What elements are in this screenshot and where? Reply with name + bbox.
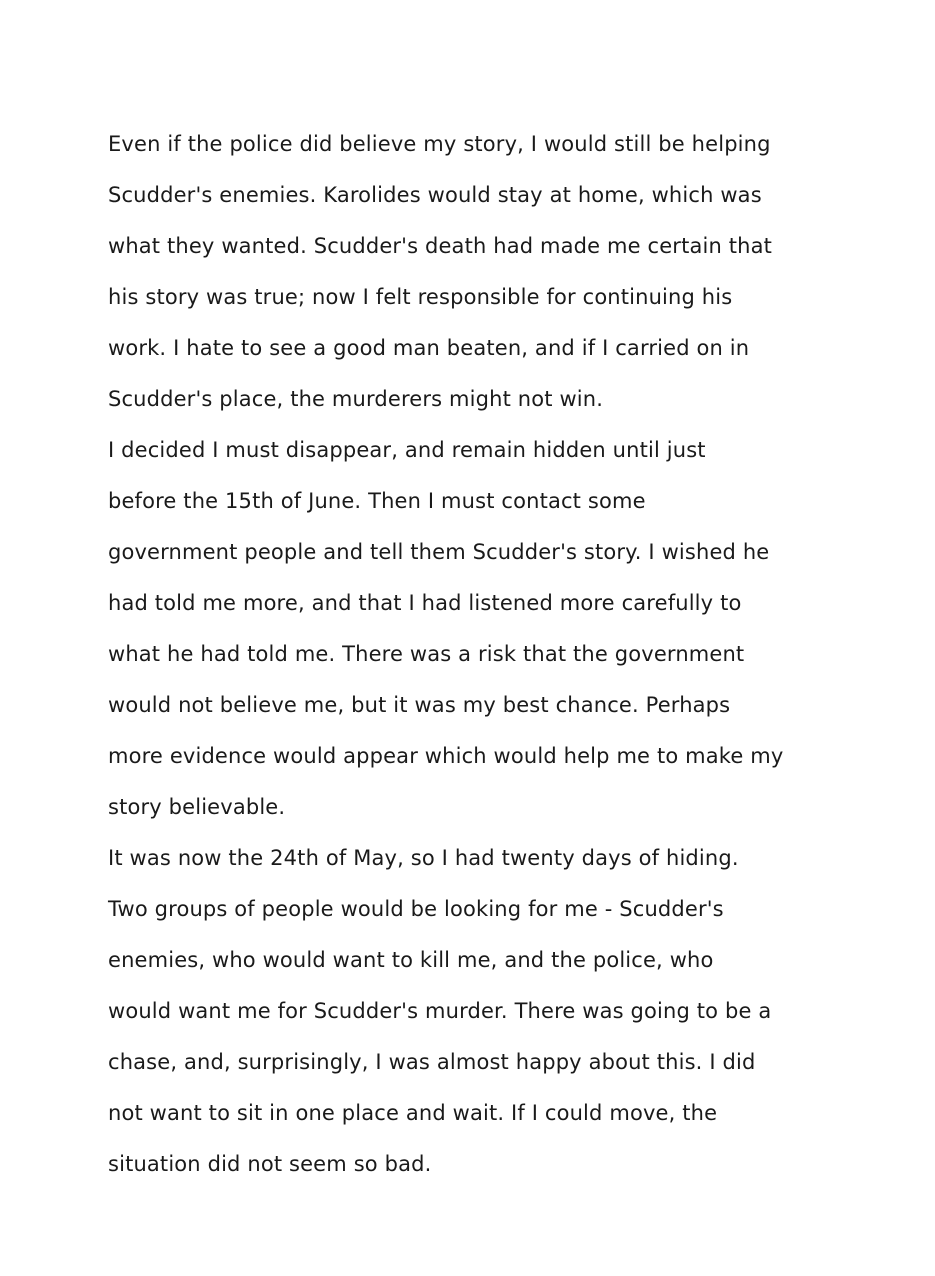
text-line: situation did not seem so bad. (108, 1152, 432, 1176)
text-line: more evidence would appear which would help me to make my (108, 744, 784, 768)
text-line: would want me for Scudder's murder. There was going to be a (108, 999, 772, 1023)
text-line: story believable. (108, 795, 286, 819)
text-line: government people and tell them Scudder's story. I wished he (108, 540, 770, 564)
text-line: Even if the police did believe my story, I would still be helping (108, 132, 771, 156)
text-line: what he had told me. There was a risk that the government (108, 642, 745, 666)
text-line: I decided I must disappear, and remain hidden until just (108, 438, 706, 462)
text-line: It was now the 24th of May, so I had twenty days of hiding. (108, 846, 739, 870)
text-line: not want to sit in one place and wait. If I could move, the (108, 1101, 718, 1125)
text-line: what they wanted. Scudder's death had made me certain that (108, 234, 772, 258)
text-line: enemies, who would want to kill me, and the police, who (108, 948, 714, 972)
text-line: Two groups of people would be looking for me - Scudder's (108, 897, 724, 921)
text-line: chase, and, surprisingly, I was almost happy about this. I did (108, 1050, 756, 1074)
text-line: before the 15th of June. Then I must contact some (108, 489, 646, 513)
body-text (108, 122, 908, 1193)
text-line: Scudder's place, the murderers might not win. (108, 387, 604, 411)
text-line: would not believe me, but it was my best chance. Perhaps (108, 693, 731, 717)
text-line: work. I hate to see a good man beaten, and if I carried on in (108, 336, 750, 360)
text-line: his story was true; now I felt responsible for continuing his (108, 285, 733, 309)
text-line: Scudder's enemies. Karolides would stay at home, which was (108, 183, 762, 207)
text-line: had told me more, and that I had listened more carefully to (108, 591, 742, 615)
